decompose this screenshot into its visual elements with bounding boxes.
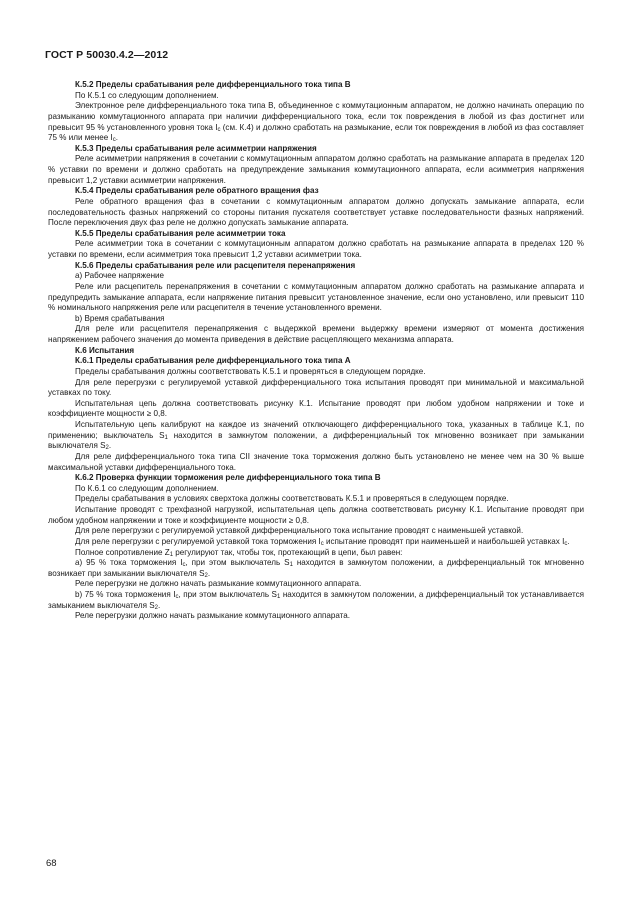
- paragraph: Реле асимметрии тока в сочетании с коммутационным аппаратом должно сработать на размыкание аппарата в пределах 120 % уставки по времени, если асимметрия тока превысит 1,2 уставки асимметрии тока.: [48, 239, 584, 259]
- paragraph: Пределы срабатывания должны соответствовать К.5.1 и проверяться в следующем порядке.: [75, 366, 426, 376]
- paragraph: Для реле перегрузки с регулируемой уставкой дифференциального тока испытания проводят при минимальной и максимальной уставках по току.: [48, 377, 584, 398]
- paragraph: Испытательную цепь калибруют на каждое из значений отключающего дифференциального тока, указанных в таблице К.1, по применению; выключатель $S_1$ находится в замкнутом положении, а дифференциальный ток мгновенно возникает при замыкании выключателя $S_2$.: [48, 420, 585, 452]
- paragraph: Для реле перегрузки с регулируемой уставкой тока торможения $I_c$ испытание проводят при наименьшей и наибольшей уставках $I_c$.: [75, 536, 570, 547]
- section-heading: К.6.1 Пределы срабатывания реле дифференциального тока типа А: [75, 356, 351, 366]
- paragraph: По К.5.1 со следующим дополнением.: [75, 90, 219, 100]
- section-heading: К.5.3 Пределы срабатывания реле асимметрии напряжения: [75, 143, 317, 153]
- section-heading: К.5.4 Пределы срабатывания реле обратного вращения фаз: [75, 186, 319, 196]
- section-heading: К.5.5 Пределы срабатывания реле асимметрии тока: [75, 228, 286, 238]
- paragraph: b) 75 % тока торможения $I_c$, при этом выключатель $S_1$ находится в замкнутом положении, а дифференциальный ток устанавливается замыканием выключателя $S_2$.: [48, 590, 585, 611]
- section-heading: К.6 Испытания: [75, 345, 135, 355]
- page-number: 68: [46, 858, 57, 869]
- paragraph: b) Время срабатывания: [75, 313, 165, 323]
- paragraph: Для реле или расцепителя перенапряжения с выдержкой времени выдержку времени измеряют от момента достижения напряжением рабочего значения до момента приведения в действие расцепляющего механизма аппарата.: [48, 324, 584, 344]
- document-header: ГОСТ Р 50030.4.2—2012: [45, 49, 169, 61]
- paragraph: а) 95 % тока торможения $I_c$, при этом выключатель $S_1$ находится в замкнутом положении, а дифференциальный ток мгновенно возникает при замыкании выключателя $S_2$.: [48, 558, 584, 579]
- section-heading: К.6.2 Проверка функции торможения реле дифференциального тока типа В: [75, 473, 381, 483]
- section-heading: К.5.2 Пределы срабатывания реле дифференциального тока типа В: [75, 80, 351, 89]
- paragraph: а) Рабочее напряжение: [75, 271, 165, 281]
- paragraph: Реле или расцепитель перенапряжения в сочетании с коммутационным аппаратом должно сработать на размыкание аппарата и предупредить замыкание аппарата, если напряжение питания превысит установленное значение, если оно установлено, или превысит 110 % номинального напряжения реле или расцепителя в течение установленного времени.: [48, 281, 584, 313]
- paragraph: Электронное реле дифференциального тока типа В, объединенное с коммутационным аппаратом, не должно начинать операцию по размыканию коммутационного аппарата при наличии дифференциального тока, если ток повреждения в любой из фаз достигнет или превысит 95 % установленного уровня тока $I_c$ (см. К.4) и должно сработать на размыкание, если ток повреждения в любой из фаз составляет 75 % или менее $I_c$.: [48, 101, 585, 144]
- paragraph: Испытание проводят с трехфазной нагрузкой, испытательная цепь должна соответствовать рисунку К.1. Испытание проводят при любом удобном напряжении и токе и коэффициенте мощности ≥ 0,8.: [48, 505, 584, 525]
- paragraph: Для реле перегрузки с регулируемой уставкой дифференциального тока испытание проводят с наименьшей уставкой.: [75, 526, 524, 536]
- paragraph: Реле обратного вращения фаз в сочетании с коммутационным аппаратом должно допускать замыкание аппарата, если последовательность фазных напряжений со стороны питания пускателя соответствует уставке последовательности фазных напряжений. После переключения двух фаз реле не должно допускать замыкание аппарата.: [48, 196, 584, 228]
- paragraph: Реле перегрузки должно начать размыкание коммутационного аппарата.: [75, 611, 351, 621]
- paragraph: Реле асимметрии напряжения в сочетании с коммутационным аппаратом должно сработать на размыкание аппарата в пределах 120 % уставки по времени и должно сработать на предупреждение замыкания коммутационного аппарата, если асимметрия напряжения превысит 1,2 уставки асимметрии напряжения.: [48, 154, 584, 185]
- paragraph: Пределы срабатывания в условиях сверхтока должны соответствовать К.5.1 и проверяться в следующем порядке.: [75, 494, 509, 504]
- paragraph: Полное сопротивление $Z_1$ регулируют так, чтобы ток, протекающий в цепи, был равен:: [75, 547, 403, 558]
- paragraph: Реле перегрузки не должно начать размыкание коммутационного аппарата.: [75, 579, 362, 589]
- paragraph: Испытательная цепь должна соответствовать рисунку К.1. Испытание проводят при любом удобном напряжении и токе и коэффициенте мощности ≥ 0,8.: [48, 398, 584, 419]
- paragraph: Для реле дифференциального тока типа CII значение тока торможения должно быть установлено не менее чем на 30 % выше максимальной уставки дифференциального тока.: [48, 451, 584, 472]
- document-body: [48, 80, 584, 622]
- paragraph: По К.6.1 со следующим дополнением.: [75, 483, 219, 493]
- section-heading: К.5.6 Пределы срабатывания реле или расцепителя перенапряжения: [75, 260, 356, 270]
